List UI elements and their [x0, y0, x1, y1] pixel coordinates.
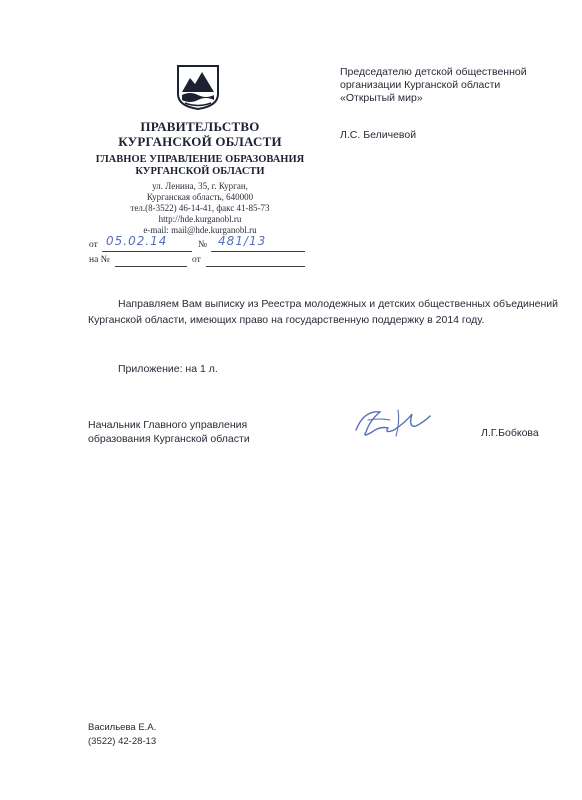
- reply-date-line: [206, 266, 305, 267]
- website-link[interactable]: http://hde.kurganobl.ru: [158, 214, 242, 224]
- addressee-line: организации Курганской области: [340, 79, 501, 91]
- signer-name: Л.Г.Бобкова: [481, 427, 539, 439]
- phone-fax: тел.(8-3522) 46-14-41, факс 41-85-73: [130, 203, 270, 213]
- addressee-line: «Открытый мир»: [340, 92, 423, 104]
- reply-number-line: [115, 266, 187, 267]
- email-link[interactable]: e-mail: mail@hde.kurganobl.ru: [143, 225, 257, 235]
- address-region: Курганская область, 640000: [146, 192, 254, 202]
- region-title: КУРГАНСКОЙ ОБЛАСТИ: [118, 134, 282, 149]
- reply-to-number-label: на №: [89, 255, 110, 265]
- department-region: КУРГАНСКОЙ ОБЛАСТИ: [135, 166, 265, 177]
- department-title: ГЛАВНОЕ УПРАВЛЕНИЕ ОБРАЗОВАНИЯ: [95, 154, 305, 165]
- coat-of-arms-icon: [176, 64, 220, 110]
- signer-position: образования Курганской области: [88, 433, 250, 445]
- attachment-note: Приложение: на 1 л.: [118, 363, 218, 375]
- addressee-name: Л.С. Беличевой: [340, 129, 417, 141]
- number-label: №: [198, 240, 208, 250]
- handwritten-signature-icon: [350, 402, 432, 442]
- date-label: от: [89, 240, 98, 250]
- government-title: ПРАВИТЕЛЬСТВО: [140, 119, 260, 134]
- reply-date-label: от: [192, 255, 201, 265]
- address-street: ул. Ленина, 35, г. Курган,: [152, 181, 248, 191]
- signer-position: Начальник Главного управления: [88, 419, 248, 431]
- executor-phone: (3522) 42-28-13: [88, 736, 157, 747]
- number-field-line: [211, 251, 305, 252]
- addressee-line: Председателю детской общественной: [340, 66, 527, 78]
- date-field-line: [102, 251, 192, 252]
- executor-name: Васильева Е.А.: [88, 722, 157, 733]
- handwritten-date: 05.02.14: [106, 234, 168, 248]
- handwritten-number: 481/13: [218, 234, 267, 248]
- body-paragraph: Направляем Вам выписку из Реестра молодежных и детских общественных объединений Курганской области, имеющих право на государственную поддержку в 2014 году.: [88, 298, 558, 326]
